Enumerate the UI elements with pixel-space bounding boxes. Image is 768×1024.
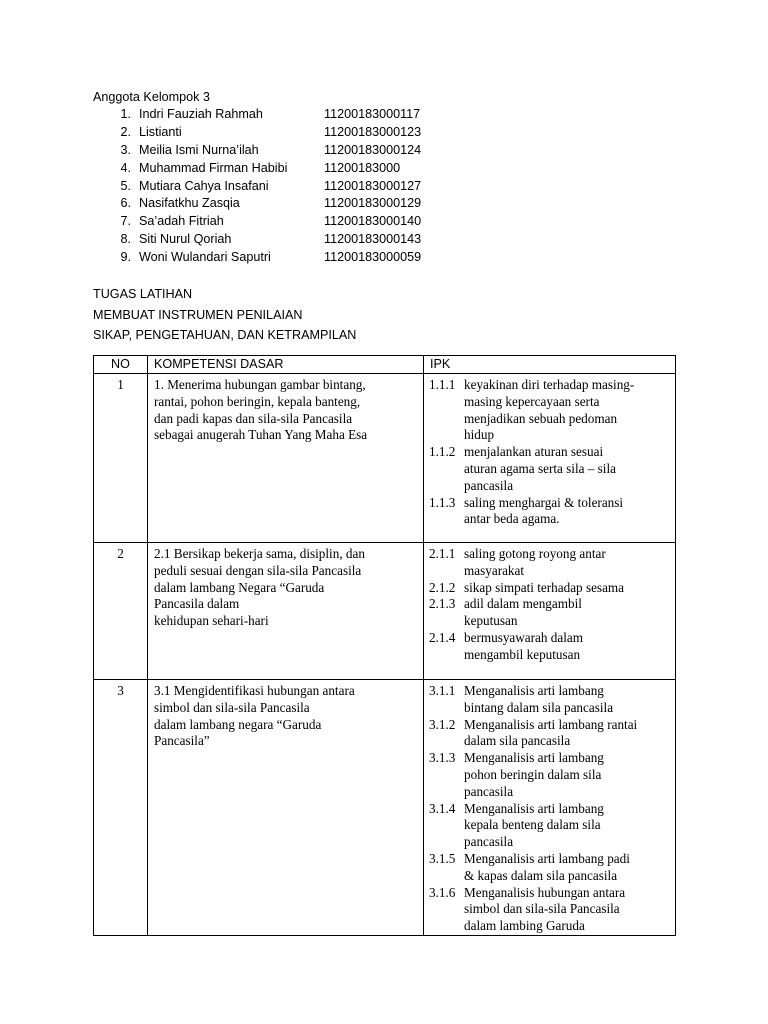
ipk-text-line: pancasila — [464, 783, 514, 799]
group-title: Anggota Kelompok 3 — [93, 90, 210, 104]
ipk-item — [429, 717, 671, 751]
ipk-text-line: pancasila — [464, 477, 514, 493]
ipk-item — [429, 495, 671, 529]
ipk-item — [429, 750, 671, 800]
kompetensi-dasar-line: dan padi kapas dan sila-sila Pancasila — [154, 410, 353, 426]
member-nim: 11200183000 — [324, 160, 401, 175]
ipk-text-line: antar beda agama. — [464, 511, 560, 527]
member-nim: 11200183000117 — [324, 107, 421, 121]
ipk-item — [429, 630, 671, 664]
kompetensi-dasar-line: peduli sesuai dengan sila-sila Pancasila — [154, 562, 362, 578]
member-nim: 11200183000124 — [324, 142, 422, 157]
ipk-item — [429, 885, 671, 935]
table-header-row — [94, 356, 676, 374]
kompetensi-dasar-cell — [148, 543, 424, 680]
ipk-code: 3.1.2 — [429, 716, 456, 732]
ipk-code: 2.1.1 — [429, 546, 456, 561]
kompetensi-dasar-line: rantai, pohon beringin, kepala banteng, — [154, 393, 361, 409]
ipk-code: 3.1.4 — [429, 800, 456, 816]
ipk-text-line: bintang dalam sila pancasila — [464, 699, 614, 715]
ipk-item — [429, 683, 671, 717]
member-nim: 11200183000123 — [324, 124, 422, 139]
ipk-item — [429, 801, 671, 851]
member-number: 2. — [120, 124, 131, 139]
kompetensi-dasar-line: 2.1 Bersikap bekerja sama, disiplin, dan — [154, 546, 365, 561]
ipk-text-line: kepala benteng dalam sila — [464, 817, 601, 833]
table-row — [94, 543, 676, 680]
ipk-text-line: dalam lambing Garuda — [464, 918, 585, 934]
member-name: Indri Fauziah Rahmah — [139, 107, 263, 121]
assessment-table — [93, 355, 676, 936]
ipk-text-line: Menganalisis arti lambang — [464, 683, 604, 698]
table-row — [94, 374, 676, 543]
ipk-text-line: hidup — [464, 427, 495, 443]
ipk-item — [429, 580, 671, 597]
table-row — [94, 680, 676, 936]
ipk-text-line: keputusan — [464, 613, 518, 629]
ipk-text-line: pohon beringin dalam sila — [464, 766, 602, 782]
ipk-code: 1.1.3 — [429, 494, 456, 510]
kompetensi-dasar-line: sebagai anugerah Tuhan Yang Maha Esa — [154, 427, 368, 443]
member-number: 8. — [120, 232, 131, 247]
ipk-text-line: menjalankan aturan sesuai — [464, 444, 604, 460]
member-number: 5. — [120, 178, 131, 193]
ipk-code: 3.1.1 — [429, 683, 456, 698]
ipk-code: 3.1.5 — [429, 850, 456, 866]
ipk-code: 2.1.4 — [429, 629, 456, 645]
header-no: NO — [94, 356, 148, 374]
member-name: Nasifatkhu Zasqia — [139, 196, 240, 211]
ipk-text-line: Menganalisis arti lambang padi — [464, 850, 630, 866]
ipk-code: 2.1.2 — [429, 579, 456, 595]
ipk-text-line: pancasila — [464, 834, 514, 850]
member-name: Listianti — [139, 124, 182, 139]
member-name: Meilia Ismi Nurna’ilah — [139, 142, 259, 157]
ipk-text-line: mengambil keputusan — [464, 646, 581, 662]
member-nim: 11200183000129 — [324, 196, 422, 211]
member-nim: 11200183000143 — [324, 232, 422, 247]
row-number: 3 — [94, 680, 148, 936]
kompetensi-dasar-line: 1. Menerima hubungan gambar bintang, — [154, 377, 366, 392]
ipk-text-line: bermusyawarah dalam — [464, 629, 584, 645]
ipk-text-line: simbol dan sila-sila Pancasila — [464, 901, 620, 917]
ipk-code: 2.1.3 — [429, 596, 456, 612]
ipk-cell — [424, 680, 676, 936]
member-name: Sa’adah Fitriah — [139, 214, 224, 229]
assignment-heading — [93, 284, 356, 346]
member-name: Muhammad Firman Habibi — [139, 160, 288, 175]
kompetensi-dasar-line: kehidupan sehari-hari — [154, 613, 269, 629]
ipk-text-line: masyarakat — [464, 562, 525, 578]
kompetensi-dasar-line: Pancasila dalam — [154, 596, 240, 612]
ipk-code: 1.1.1 — [429, 377, 456, 392]
ipk-text-line: Menganalisis hubungan antara — [464, 884, 626, 900]
ipk-item — [429, 377, 671, 444]
member-number: 7. — [120, 214, 131, 229]
kompetensi-dasar-line: simbol dan sila-sila Pancasila — [154, 699, 310, 715]
ipk-text-line: menjadikan sebuah pedoman — [464, 410, 618, 426]
member-name: Mutiara Cahya Insafani — [139, 178, 269, 193]
header-kompetensi-dasar: KOMPETENSI DASAR — [148, 356, 424, 374]
ipk-text-line: Menganalisis arti lambang — [464, 800, 604, 816]
ipk-item — [429, 546, 671, 580]
kompetensi-dasar-line: Pancasila” — [154, 733, 210, 749]
ipk-item — [429, 596, 671, 630]
member-name: Siti Nurul Qoriah — [139, 232, 232, 247]
ipk-text-line: saling gotong royong antar — [464, 546, 606, 561]
ipk-text-line: aturan agama serta sila – sila — [464, 460, 616, 476]
kompetensi-dasar-line: dalam lambang negara “Garuda — [154, 716, 322, 732]
header-ipk: IPK — [424, 356, 676, 374]
member-nim: 11200183000140 — [324, 214, 422, 229]
member-number: 1. — [120, 107, 131, 121]
ipk-code: 1.1.2 — [429, 444, 456, 460]
ipk-text-line: sikap simpati terhadap sesama — [464, 579, 625, 595]
ipk-cell — [424, 543, 676, 680]
kompetensi-dasar-cell — [148, 680, 424, 936]
ipk-text-line: masing kepercayaan serta — [464, 393, 600, 409]
member-number: 4. — [120, 160, 131, 175]
ipk-text-line: adil dalam mengambil — [464, 596, 582, 612]
ipk-item — [429, 851, 671, 885]
kompetensi-dasar-line: dalam lambang Negara “Garuda — [154, 579, 325, 595]
member-number: 6. — [120, 196, 131, 211]
ipk-item — [429, 444, 671, 494]
ipk-cell — [424, 374, 676, 543]
ipk-text-line: saling menghargai & toleransi — [464, 494, 624, 510]
ipk-text-line: dalam sila pancasila — [464, 733, 571, 749]
member-number: 9. — [120, 250, 131, 265]
ipk-text-line: keyakinan diri terhadap masing- — [464, 377, 635, 392]
row-number: 1 — [94, 374, 148, 543]
heading-line-1: TUGAS LATIHAN — [93, 287, 193, 301]
ipk-code: 3.1.3 — [429, 750, 456, 766]
kompetensi-dasar-cell — [148, 374, 424, 543]
ipk-text-line: & kapas dalam sila pancasila — [464, 867, 618, 883]
member-nim: 11200183000059 — [324, 250, 422, 265]
kompetensi-dasar-line: 3.1 Mengidentifikasi hubungan antara — [154, 683, 355, 698]
member-number: 3. — [120, 142, 131, 157]
heading-line-2: MEMBUAT INSTRUMEN PENILAIAN — [93, 307, 303, 322]
row-number: 2 — [94, 543, 148, 680]
member-name: Woni Wulandari Saputri — [139, 250, 271, 265]
ipk-text-line: Menganalisis arti lambang — [464, 750, 604, 766]
ipk-code: 3.1.6 — [429, 884, 456, 900]
ipk-text-line: Menganalisis arti lambang rantai — [464, 716, 638, 732]
heading-line-3: SIKAP, PENGETAHUAN, DAN KETRAMPILAN — [93, 328, 357, 342]
member-nim: 11200183000127 — [324, 178, 422, 193]
